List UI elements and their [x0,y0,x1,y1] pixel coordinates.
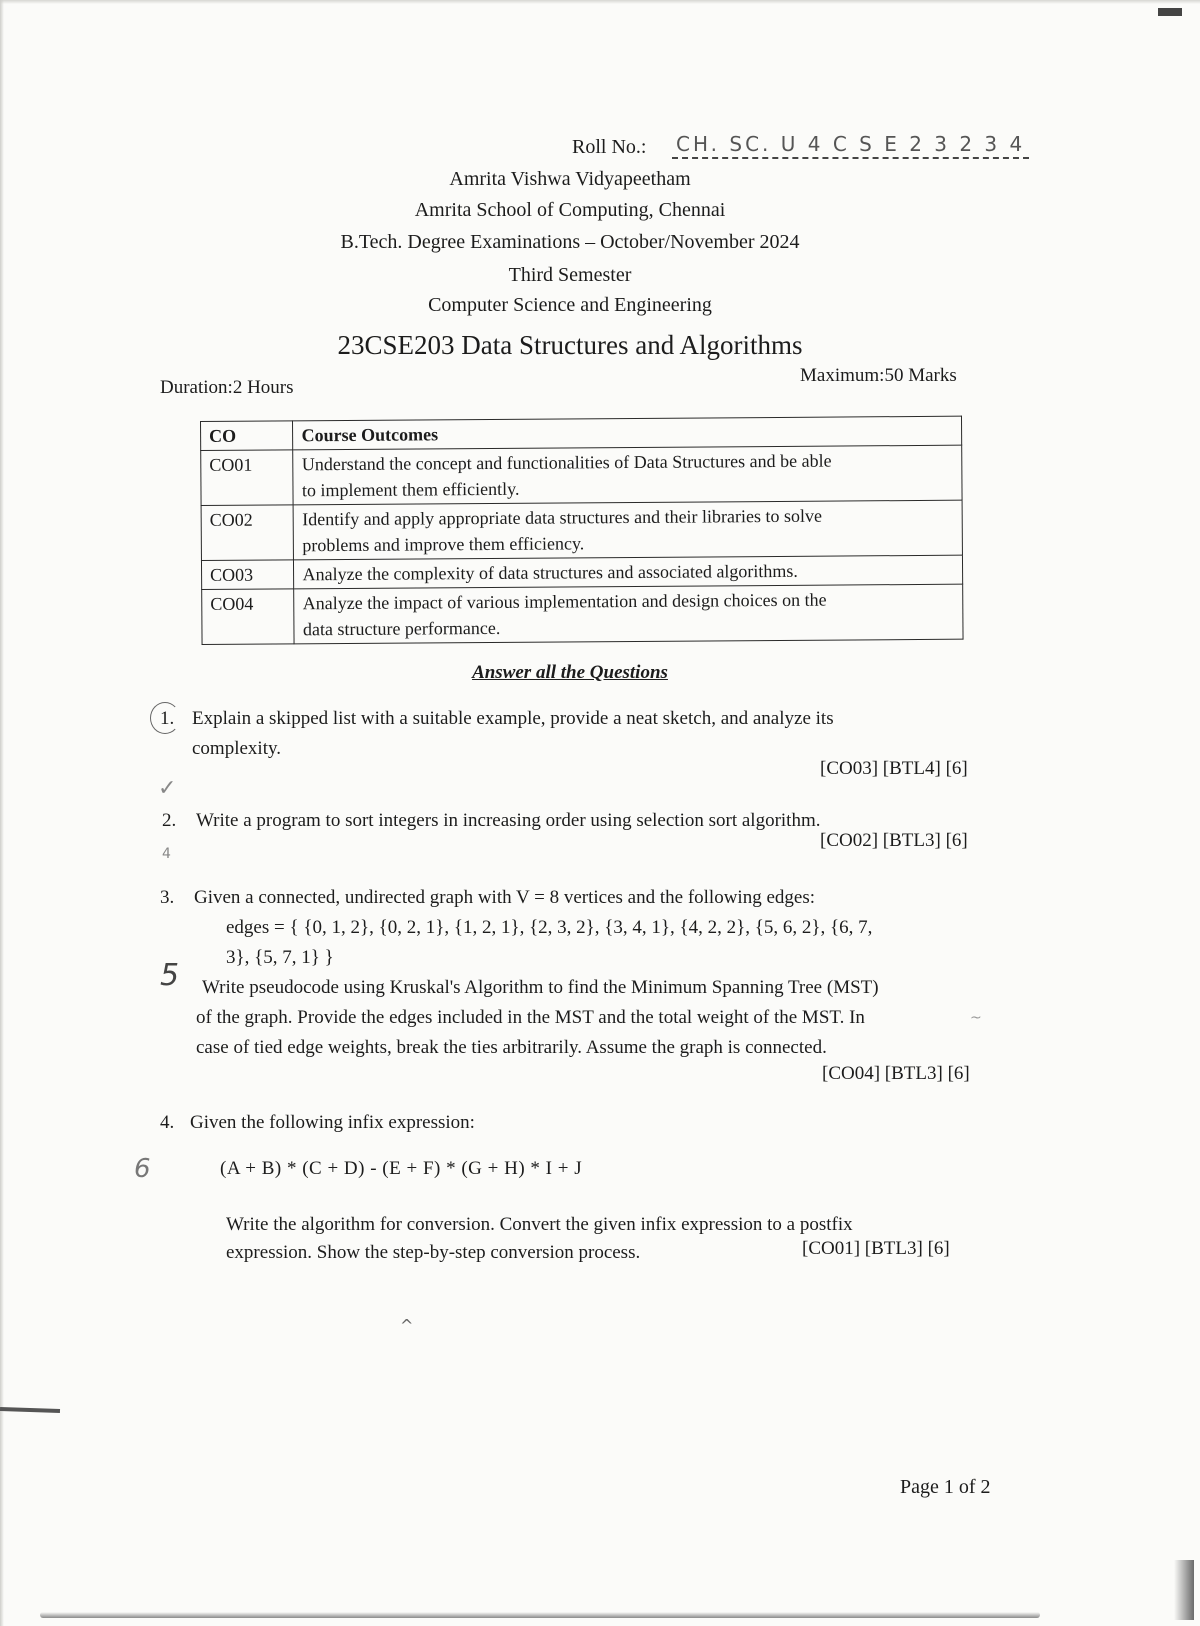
co-description [294,500,963,560]
duration: Duration:2 Hours [160,377,294,398]
co-description-line: to implement them efficiently. [301,478,520,501]
question-number: 2. [162,810,177,831]
infix-expression: (A + B) * (C + D) - (E + F) * (G + H) * I + J [220,1158,583,1179]
handwritten-mark: 4 [162,846,171,862]
question-text-line: Given a connected, undirected graph with V = 8 vertices and the following edges: [194,887,815,908]
handwritten-mark: 6 [134,1154,151,1184]
table-row [201,445,962,505]
scan-corner-shadow [1174,1560,1194,1620]
table-header-outcomes: Course Outcomes [293,416,962,450]
question-reference: [CO02] [BTL3] [6] [820,830,968,851]
pen-stroke [0,1407,60,1413]
co-description [293,445,962,505]
question-text-line: Write the algorithm for conversion. Convert the given infix expression to a postfix [226,1214,853,1235]
instruction-heading: Answer all the Questions [472,662,668,683]
co-description-line: Analyze the impact of various implementation and design choices on the [302,589,827,614]
question-text-line: of the graph. Provide the edges included in the MST and the total weight of the MST. In [196,1007,865,1028]
maximum-marks: Maximum:50 Marks [800,365,957,386]
co-description [294,584,963,644]
co-description-line: Understand the concept and functionalities of Data Structures and be able [301,450,832,475]
handwritten-tick: ✓ [158,776,177,801]
table-row [202,584,963,644]
handwritten-scribble: ~ [970,1010,982,1026]
question-text-line: case of tied edge weights, break the ties arbitrarily. Assume the graph is connected. [196,1037,827,1058]
co-code: CO01 [201,450,294,506]
question-text-line: Given the following infix expression: [190,1112,475,1133]
co-description-line: Identify and apply appropriate data structures and their libraries to solve [302,505,823,530]
question-number: 4. [160,1112,175,1133]
scan-corner-mark [1158,8,1182,16]
question-text-line: Explain a skipped list with a suitable example, provide a neat sketch, and analyze its [192,708,834,729]
question-text-line: expression. Show the step-by-step conversion process. [226,1242,641,1263]
handwritten-mark: 5 [160,958,180,993]
department: Computer Science and Engineering [428,294,712,316]
handwritten-caret: ^ [400,1316,414,1335]
scan-edge-bottom [40,1612,1040,1618]
question-text-line: complexity. [192,738,281,759]
table-row [201,500,962,560]
co-description [294,555,963,589]
co-code: CO03 [201,560,294,590]
roll-number-value: CH. SC. U 4 C S E 2 3 2 3 4 [672,132,1029,159]
page-number: Page 1 of 2 [900,1476,991,1498]
co-code: CO04 [202,589,295,645]
exam-name: B.Tech. Degree Examinations – October/November 2024 [340,231,800,253]
question-number: 3. [160,887,175,908]
question-reference: [CO04] [BTL3] [6] [822,1063,970,1084]
roll-number-label: Roll No.: [572,136,647,158]
course-title: 23CSE203 Data Structures and Algorithms [337,330,803,360]
table-header-co: CO [201,421,294,451]
question-reference: [CO01] [BTL3] [6] [802,1238,950,1259]
co-description-line: data structure performance. [302,617,501,640]
question-number: 1. [160,708,175,729]
question-text-line: Write pseudocode using Kruskal's Algorithm to find the Minimum Spanning Tree (MST) [202,977,879,998]
scan-edge-top [0,0,1200,4]
question-text-line: 3}, {5, 7, 1} } [226,947,334,968]
co-description-line: Analyze the complexity of data structures and associated algorithms. [302,560,798,585]
question-text-line: edges = { {0, 1, 2}, {0, 2, 1}, {1, 2, 1}, {2, 3, 2}, {3, 4, 1}, {4, 2, 2}, {5, 6, 2}, {6, 7, [226,917,873,938]
co-code: CO02 [201,505,294,561]
school-name: Amrita School of Computing, Chennai [414,199,726,221]
semester: Third Semester [508,264,632,286]
university-name: Amrita Vishwa Vidyapeetham [449,168,691,190]
question-reference: [CO03] [BTL4] [6] [820,758,968,779]
question-text-line: Write a program to sort integers in increasing order using selection sort algorithm. [196,810,821,831]
course-outcomes-table [200,416,964,645]
co-description-line: problems and improve them efficiency. [302,533,585,556]
